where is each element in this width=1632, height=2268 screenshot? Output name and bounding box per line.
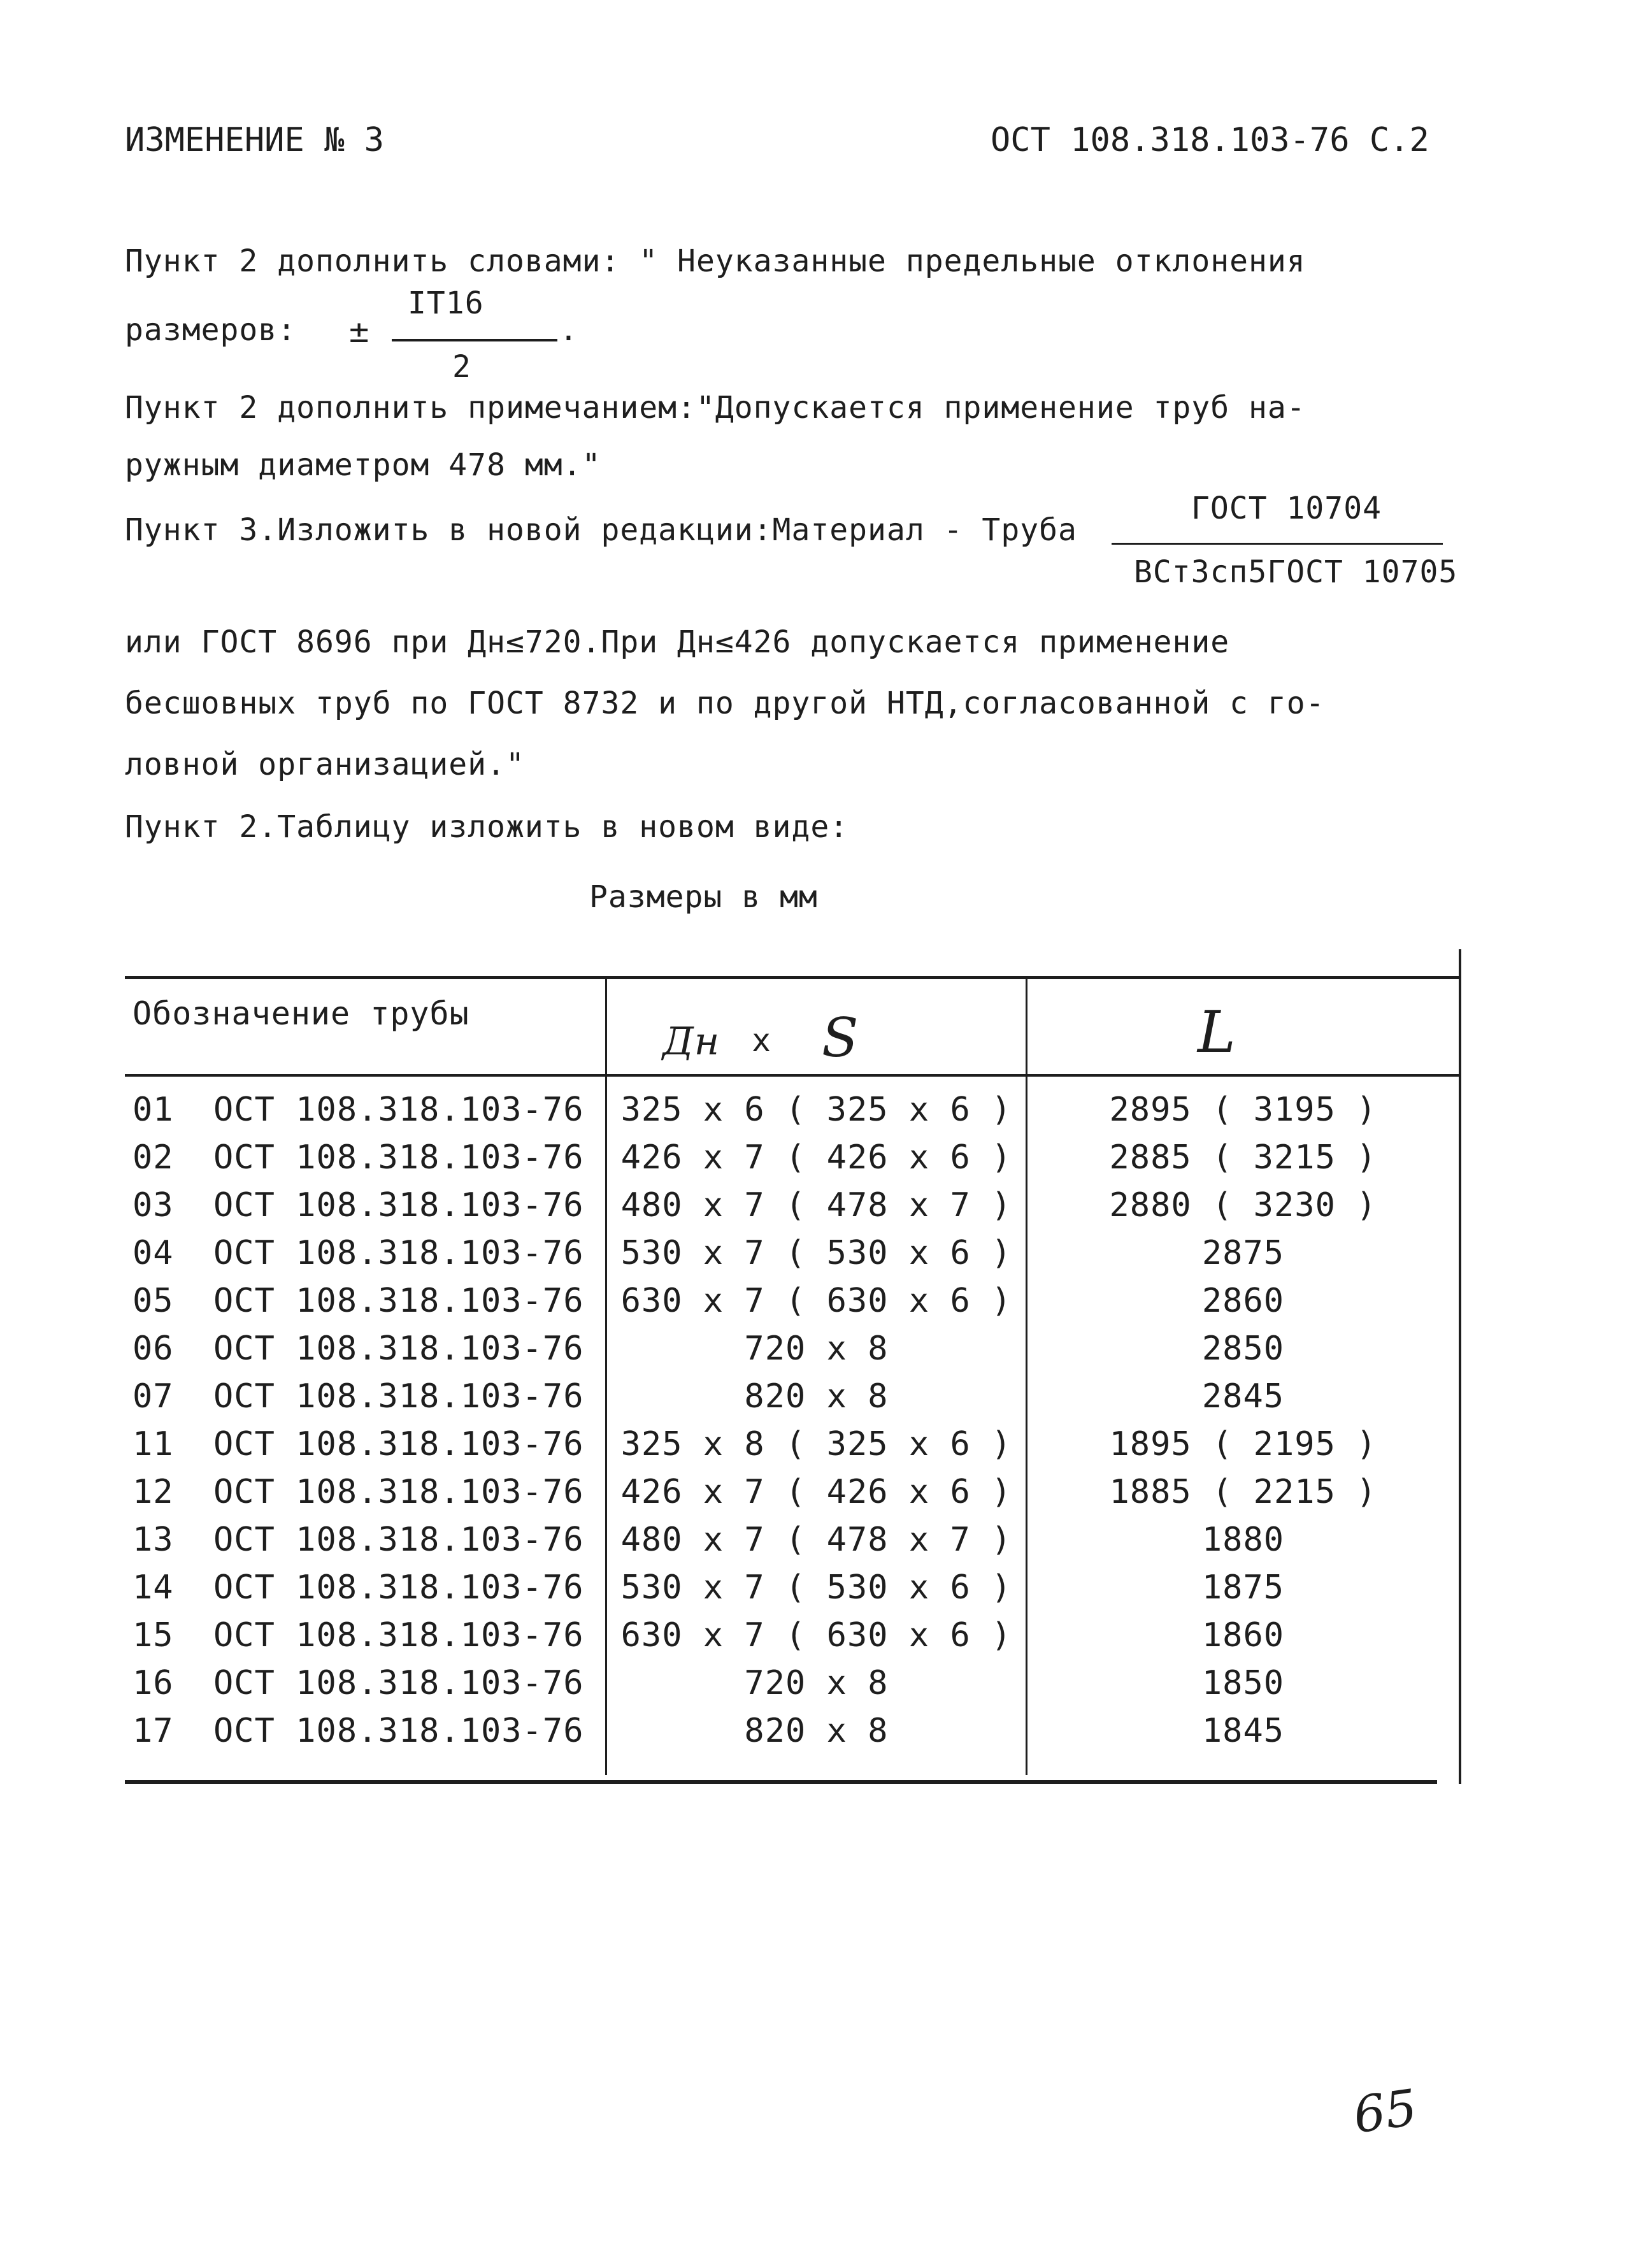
table-row-dimensions: 426 х 7 ( 426 х 6 ): [620, 1138, 1012, 1177]
p3-fraction-denominator: ВСт3сп5ГОСТ 10705: [1134, 554, 1458, 590]
standard-designation: ОСТ 108.318.103-76 С.2: [991, 121, 1429, 159]
formula-period: .: [559, 312, 578, 348]
table-row-designation: ОСТ 108.318.103-76: [213, 1091, 584, 1129]
table-row-dimensions: 325 х 8 ( 325 х 6 ): [620, 1425, 1012, 1463]
table-row-length: 1895 ( 2195 ): [1109, 1425, 1377, 1463]
table-row-designation: ОСТ 108.318.103-76: [213, 1138, 584, 1177]
table-row-length: 1880: [1201, 1521, 1285, 1559]
table-row-length: 2860: [1201, 1282, 1285, 1320]
table-row-dimensions: 530 х 7 ( 530 х 6 ): [620, 1568, 1012, 1607]
table-row-number: 07: [132, 1377, 174, 1416]
formula-numerator: ІТ16: [408, 285, 484, 321]
table-row-dimensions: 426 х 7 ( 426 х 6 ): [620, 1473, 1012, 1511]
table-row-dimensions: 720 х 8: [744, 1664, 889, 1702]
table-row-number: 06: [132, 1330, 174, 1368]
formula-fraction-bar: [392, 339, 557, 341]
table-row-designation: ОСТ 108.318.103-76: [213, 1330, 584, 1368]
formula-denominator: 2: [452, 349, 471, 385]
table-row-number: 11: [132, 1425, 174, 1463]
table-row-number: 13: [132, 1521, 174, 1559]
p3-line3: бесшовных труб по ГОСТ 8732 и по другой НТД,согласованной с го-: [125, 685, 1325, 721]
p2-line1: Пункт 2 дополнить примечанием:"Допускается применение труб на-: [125, 390, 1306, 426]
table-row-dimensions: 630 х 7 ( 630 х 6 ): [620, 1282, 1012, 1320]
p3-line4: ловной организацией.": [125, 747, 525, 782]
table-row-length: 2850: [1201, 1330, 1285, 1368]
table-row-length: 2875: [1201, 1234, 1285, 1272]
p4-line1: Пункт 2.Таблицу изложить в новом виде:: [125, 809, 849, 845]
table-row-number: 01: [132, 1091, 174, 1129]
header-times: х: [752, 1022, 772, 1059]
table-row-designation: ОСТ 108.318.103-76: [213, 1664, 584, 1702]
table-row-length: 1845: [1201, 1712, 1285, 1750]
table-row-designation: ОСТ 108.318.103-76: [213, 1234, 584, 1272]
table-row-number: 03: [132, 1186, 174, 1224]
p3-fraction-bar: [1112, 543, 1443, 545]
table-row-number: 05: [132, 1282, 174, 1320]
table-row-designation: ОСТ 108.318.103-76: [213, 1425, 584, 1463]
formula-plusminus: ±: [349, 312, 370, 350]
table-top-rule: [125, 976, 1459, 979]
table-row-number: 12: [132, 1473, 174, 1511]
p3-line2: или ГОСТ 8696 при Дн≤720.При Дн≤426 допускается применение: [125, 624, 1230, 660]
header-length: L: [1198, 999, 1236, 1066]
p1-line2: размеров:: [125, 312, 297, 348]
table-row-dimensions: 530 х 7 ( 530 х 6 ): [620, 1234, 1012, 1272]
page-number: 65: [1350, 2079, 1421, 2145]
table-row-length: 2845: [1201, 1377, 1285, 1416]
units-caption: Размеры в мм: [589, 879, 818, 915]
table-row-number: 17: [132, 1712, 174, 1750]
p3-line1: Пункт 3.Изложить в новой редакции:Материал - Труба: [125, 512, 1077, 548]
table-row-designation: ОСТ 108.318.103-76: [213, 1521, 584, 1559]
table-row-length: 2880 ( 3230 ): [1109, 1186, 1377, 1224]
table-row-number: 14: [132, 1568, 174, 1607]
table-row-designation: ОСТ 108.318.103-76: [213, 1712, 584, 1750]
header-diameter: Дн: [662, 1019, 720, 1064]
table-row-dimensions: 480 х 7 ( 478 х 7 ): [620, 1521, 1012, 1559]
p3-fraction-numerator: ГОСТ 10704: [1191, 491, 1382, 526]
table-row-length: 2885 ( 3215 ): [1109, 1138, 1377, 1177]
table-row-dimensions: 630 х 7 ( 630 х 6 ): [620, 1616, 1012, 1654]
table-row-dimensions: 325 х 6 ( 325 х 6 ): [620, 1091, 1012, 1129]
header-wall-thickness: S: [822, 1007, 859, 1069]
p2-line2: ружным диаметром 478 мм.": [125, 447, 601, 483]
table-row-number: 02: [132, 1138, 174, 1177]
header-designation: Обозначение трубы: [132, 995, 469, 1032]
table-row-length: 1885 ( 2215 ): [1109, 1473, 1377, 1511]
p1-line1: Пункт 2 дополнить словами: " Неуказанные предельные отклонения: [125, 243, 1306, 279]
table-row-designation: ОСТ 108.318.103-76: [213, 1473, 584, 1511]
table-row-length: 2895 ( 3195 ): [1109, 1091, 1377, 1129]
table-row-number: 16: [132, 1664, 174, 1702]
table-row-designation: ОСТ 108.318.103-76: [213, 1377, 584, 1416]
table-row-designation: ОСТ 108.318.103-76: [213, 1568, 584, 1607]
table-row-designation: ОСТ 108.318.103-76: [213, 1186, 584, 1224]
change-number: ИЗМЕНЕНИЕ № 3: [125, 121, 384, 159]
table-row-length: 1860: [1201, 1616, 1285, 1654]
table-row-length: 1875: [1201, 1568, 1285, 1607]
table-row-designation: ОСТ 108.318.103-76: [213, 1282, 584, 1320]
table-row-number: 15: [132, 1616, 174, 1654]
table-row-dimensions: 820 х 8: [744, 1712, 889, 1750]
table-row-length: 1850: [1201, 1664, 1285, 1702]
table-row-designation: ОСТ 108.318.103-76: [213, 1616, 584, 1654]
table-header-rule: [125, 1074, 1459, 1077]
table-row-dimensions: 720 х 8: [744, 1330, 889, 1368]
table-bottom-rule: [125, 1780, 1437, 1784]
table-row-dimensions: 820 х 8: [744, 1377, 889, 1416]
table-row-dimensions: 480 х 7 ( 478 х 7 ): [620, 1186, 1012, 1224]
table-row-number: 04: [132, 1234, 174, 1272]
